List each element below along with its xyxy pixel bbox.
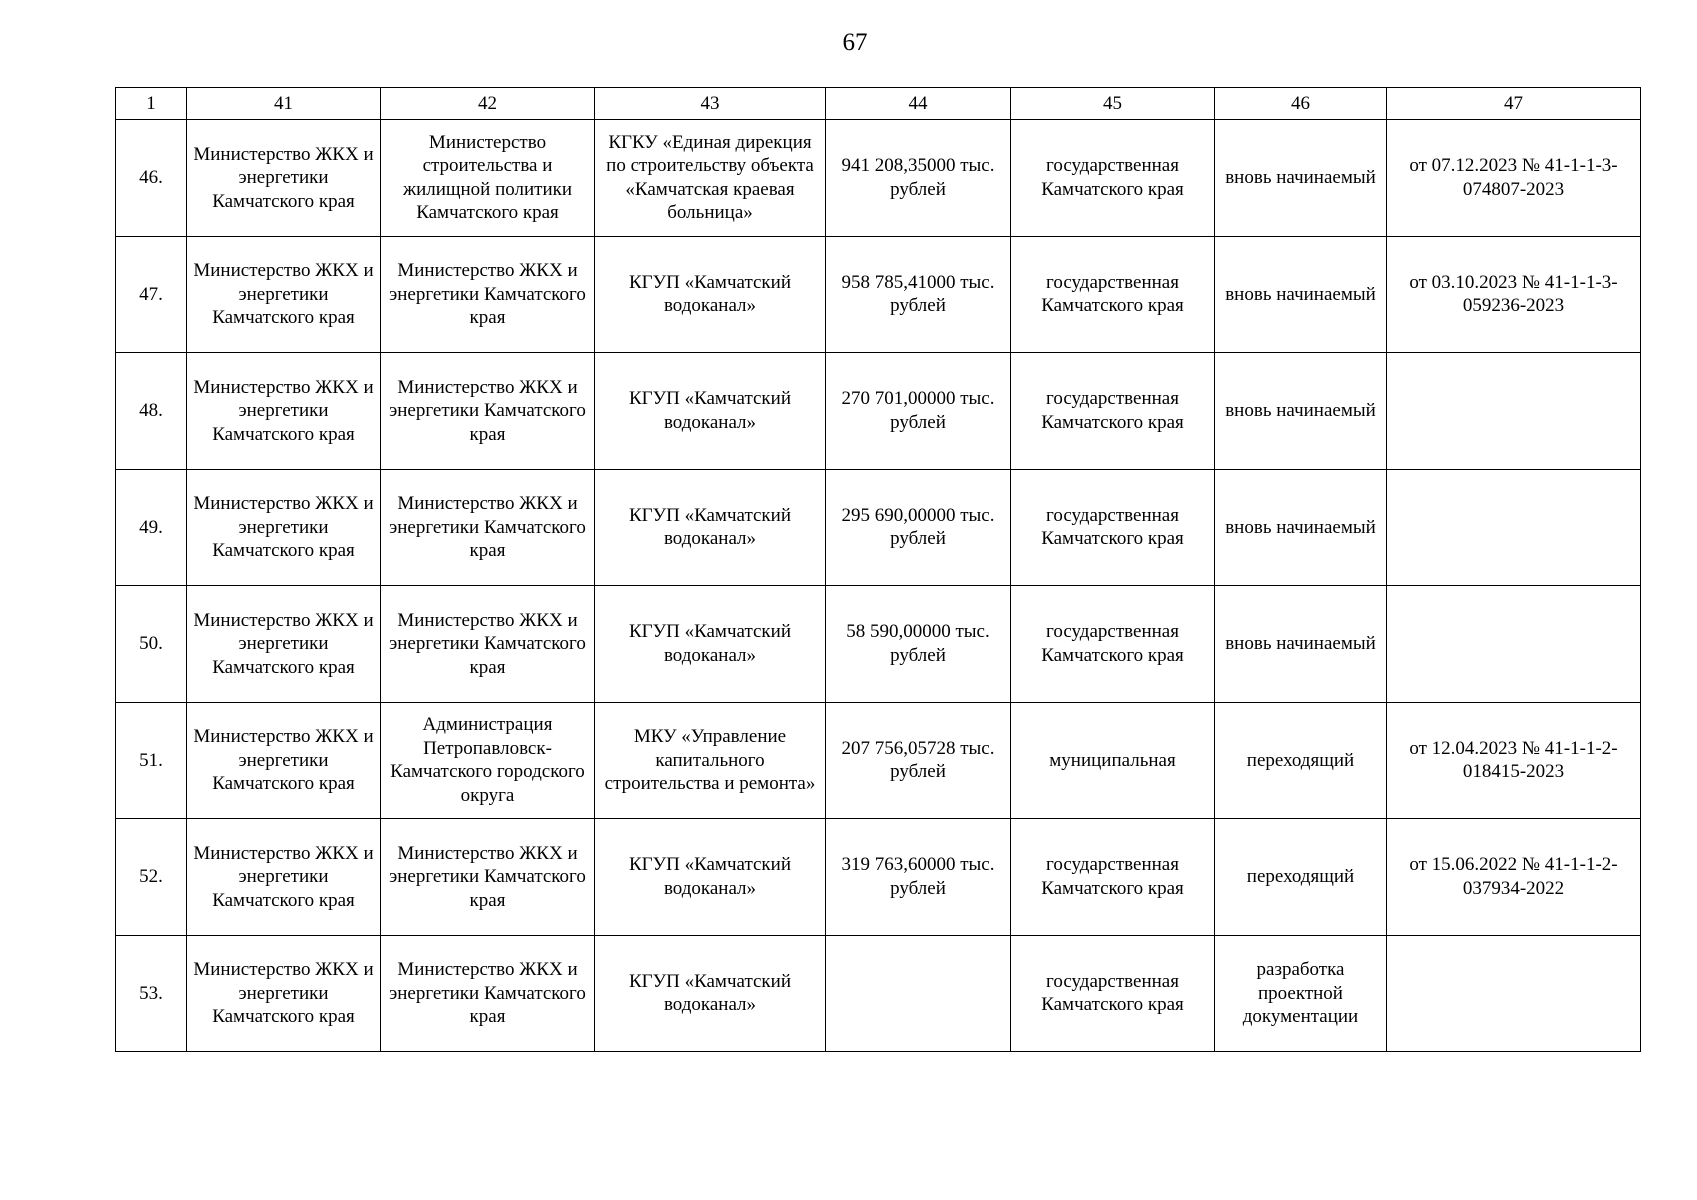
- cell-expertise: [1387, 935, 1641, 1052]
- cell-expertise: от 03.10.2023 № 41-1-1-3-059236-2023: [1387, 236, 1641, 353]
- cell-developer: КГУП «Камчатский водоканал»: [595, 935, 826, 1052]
- cell-cost: 58 590,00000 тыс. рублей: [826, 586, 1011, 703]
- table-row: [116, 819, 1641, 936]
- cell-developer: КГУП «Камчатский водоканал»: [595, 236, 826, 353]
- cell-customer: Министерство ЖКХ и энергетики Камчатского края: [187, 120, 381, 237]
- cell-developer: МКУ «Управление капитального строительства и ремонта»: [595, 702, 826, 819]
- cell-number: 47.: [116, 236, 187, 353]
- cell-organizer: Министерство ЖКХ и энергетики Камчатского края: [381, 353, 595, 470]
- cell-organizer: Министерство ЖКХ и энергетики Камчатского края: [381, 469, 595, 586]
- cell-status: вновь начинаемый: [1215, 120, 1387, 237]
- cell-ownership: государственная Камчатского края: [1011, 819, 1215, 936]
- page-number: 67: [842, 29, 868, 56]
- cell-customer: Министерство ЖКХ и энергетики Камчатского края: [187, 236, 381, 353]
- column-header-1: 1: [116, 88, 187, 120]
- cell-developer: КГКУ «Единая дирекция по строительству объекта «Камчатская краевая больница»: [595, 120, 826, 237]
- cell-number: 46.: [116, 120, 187, 237]
- cell-cost: 958 785,41000 тыс. рублей: [826, 236, 1011, 353]
- cell-organizer: Министерство ЖКХ и энергетики Камчатского края: [381, 586, 595, 703]
- cell-number: 51.: [116, 702, 187, 819]
- cell-organizer: Администрация Петропавловск-Камчатского городского округа: [381, 702, 595, 819]
- cell-developer: КГУП «Камчатский водоканал»: [595, 353, 826, 470]
- cell-number: 49.: [116, 469, 187, 586]
- cell-expertise: [1387, 586, 1641, 703]
- cell-ownership: муниципальная: [1011, 702, 1215, 819]
- table-row: [116, 120, 1641, 237]
- cell-expertise: [1387, 353, 1641, 470]
- table-row: [116, 586, 1641, 703]
- cell-status: вновь начинаемый: [1215, 353, 1387, 470]
- table-row: [116, 236, 1641, 353]
- cell-status: переходящий: [1215, 819, 1387, 936]
- cell-customer: Министерство ЖКХ и энергетики Камчатского края: [187, 586, 381, 703]
- cell-customer: Министерство ЖКХ и энергетики Камчатского края: [187, 819, 381, 936]
- cell-ownership: государственная Камчатского края: [1011, 353, 1215, 470]
- cell-cost: 319 763,60000 тыс. рублей: [826, 819, 1011, 936]
- column-header-41: 41: [187, 88, 381, 120]
- cell-ownership: государственная Камчатского края: [1011, 935, 1215, 1052]
- cell-status: разработка проектной документации: [1215, 935, 1387, 1052]
- column-header-43: 43: [595, 88, 826, 120]
- table-row: [116, 353, 1641, 470]
- table-body: [116, 120, 1641, 1052]
- cell-ownership: государственная Камчатского края: [1011, 469, 1215, 586]
- cell-developer: КГУП «Камчатский водоканал»: [595, 819, 826, 936]
- cell-expertise: от 07.12.2023 № 41-1-1-3-074807-2023: [1387, 120, 1641, 237]
- cell-customer: Министерство ЖКХ и энергетики Камчатского края: [187, 469, 381, 586]
- cell-developer: КГУП «Камчатский водоканал»: [595, 586, 826, 703]
- table-row: [116, 935, 1641, 1052]
- cell-customer: Министерство ЖКХ и энергетики Камчатского края: [187, 353, 381, 470]
- cell-cost: 941 208,35000 тыс. рублей: [826, 120, 1011, 237]
- cell-status: вновь начинаемый: [1215, 236, 1387, 353]
- cell-number: 48.: [116, 353, 187, 470]
- cell-ownership: государственная Камчатского края: [1011, 236, 1215, 353]
- cell-cost: [826, 935, 1011, 1052]
- cell-organizer: Министерство строительства и жилищной политики Камчатского края: [381, 120, 595, 237]
- cell-number: 50.: [116, 586, 187, 703]
- cell-expertise: [1387, 469, 1641, 586]
- cell-expertise: от 15.06.2022 № 41-1-1-2-037934-2022: [1387, 819, 1641, 936]
- cell-organizer: Министерство ЖКХ и энергетики Камчатского края: [381, 935, 595, 1052]
- cell-status: вновь начинаемый: [1215, 586, 1387, 703]
- cell-developer: КГУП «Камчатский водоканал»: [595, 469, 826, 586]
- header-row: [116, 88, 1641, 120]
- column-header-46: 46: [1215, 88, 1387, 120]
- column-header-44: 44: [826, 88, 1011, 120]
- cell-ownership: государственная Камчатского края: [1011, 586, 1215, 703]
- table-row: [116, 469, 1641, 586]
- cell-status: переходящий: [1215, 702, 1387, 819]
- cell-cost: 270 701,00000 тыс. рублей: [826, 353, 1011, 470]
- cell-status: вновь начинаемый: [1215, 469, 1387, 586]
- cell-customer: Министерство ЖКХ и энергетики Камчатского края: [187, 935, 381, 1052]
- table-header: [116, 88, 1641, 120]
- column-header-42: 42: [381, 88, 595, 120]
- registry-table: [115, 87, 1641, 1052]
- cell-expertise: от 12.04.2023 № 41-1-1-2-018415-2023: [1387, 702, 1641, 819]
- cell-ownership: государственная Камчатского края: [1011, 120, 1215, 237]
- cell-cost: 207 756,05728 тыс. рублей: [826, 702, 1011, 819]
- cell-number: 53.: [116, 935, 187, 1052]
- cell-cost: 295 690,00000 тыс. рублей: [826, 469, 1011, 586]
- cell-number: 52.: [116, 819, 187, 936]
- table-row: [116, 702, 1641, 819]
- column-header-47: 47: [1387, 88, 1641, 120]
- column-header-45: 45: [1011, 88, 1215, 120]
- cell-organizer: Министерство ЖКХ и энергетики Камчатского края: [381, 819, 595, 936]
- cell-organizer: Министерство ЖКХ и энергетики Камчатского края: [381, 236, 595, 353]
- cell-customer: Министерство ЖКХ и энергетики Камчатского края: [187, 702, 381, 819]
